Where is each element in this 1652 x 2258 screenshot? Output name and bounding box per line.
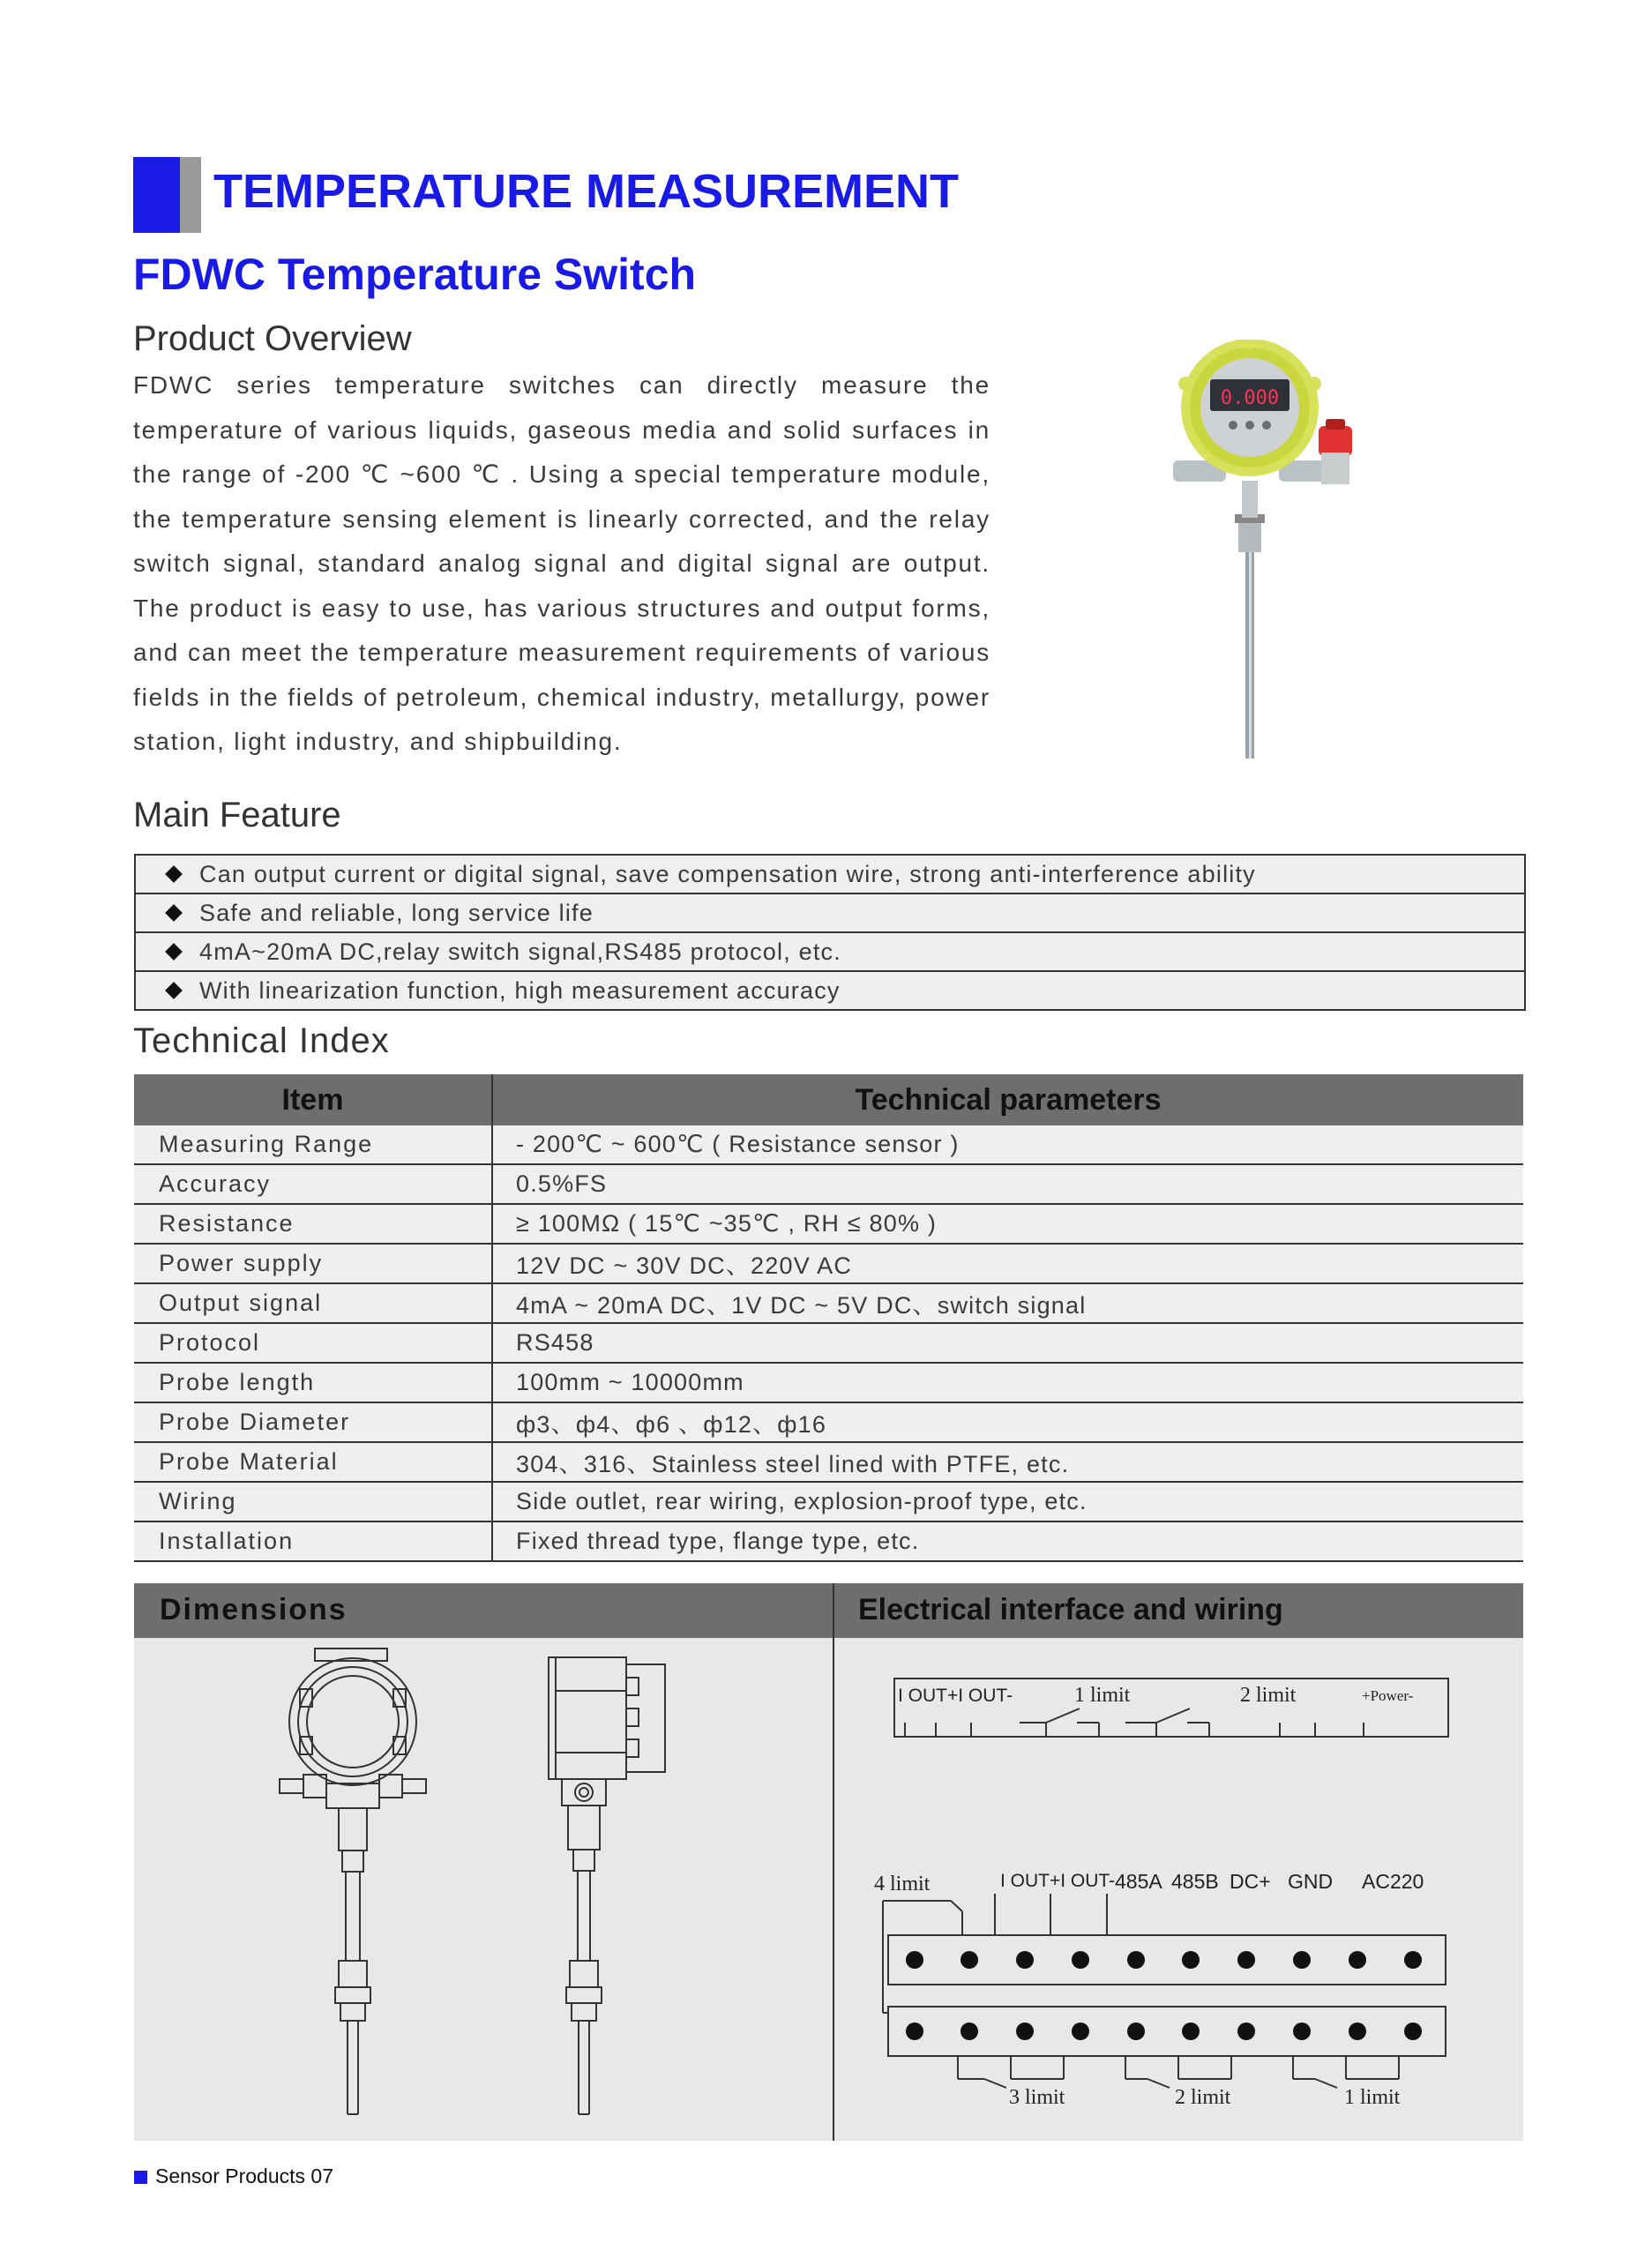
value-cell: 12V DC ~ 30V DC、220V AC (492, 1244, 1523, 1283)
features-heading: Main Feature (133, 796, 341, 834)
table-row (134, 1482, 1523, 1522)
feature-item (136, 856, 1524, 894)
value-cell: 304、316、Stainless steel lined with PTFE, etc. (492, 1442, 1523, 1482)
overview-text: FDWC series temperature switches can directly measure the temperature of various liquids, gaseous media and solid surfaces in the range of -200 ℃ ~600 ℃ . Using a special temperature module, the temperature sensing element is linearly corrected, and the relay switch signal, standard analog signal and digital signal are output. The product is easy to use, has various structures and output forms, and can meet the temperature measurement requirements of various fields in the fields of petroleum, chemical industry, metallurgy, power station, light industry, and shipbuilding. (133, 371, 990, 755)
item-cell: Resistance (134, 1204, 492, 1244)
wiring-title: Electrical interface and wiring (858, 1593, 1283, 1626)
front-view-drawing (280, 1649, 426, 2114)
table-row (134, 1522, 1523, 1561)
wiring-label-limit2-top: 2 limit (1240, 1684, 1297, 1707)
diamond-bullet-icon (165, 865, 183, 883)
header-mark-blue (133, 157, 180, 233)
table-row (134, 1125, 1523, 1164)
table-row (134, 1204, 1523, 1244)
dimensions-title: Dimensions (160, 1593, 348, 1626)
item-cell: Wiring (134, 1482, 492, 1522)
feature-text: Safe and reliable, long service life (199, 899, 594, 926)
wiring-label-limit1-top: 1 limit (1074, 1684, 1131, 1707)
feature-text: Can output current or digital signal, save compensation wire, strong anti-interference ability (199, 860, 1256, 887)
terminal-dots-lower (906, 2022, 1422, 2040)
column-header-item: Item (134, 1074, 492, 1125)
wiring-label-485a: 485A (1115, 1870, 1162, 1893)
side-view-drawing (549, 1657, 665, 2114)
item-cell: Protocol (134, 1323, 492, 1363)
item-cell: Measuring Range (134, 1125, 492, 1164)
wiring-label-ac220: AC220 (1362, 1870, 1424, 1893)
wiring-label-iout-top: I OUT+I OUT- (898, 1686, 1013, 1706)
column-header-params: Technical parameters (492, 1074, 1523, 1125)
wiring-label-gnd: GND (1288, 1870, 1334, 1893)
value-cell: Side outlet, rear wiring, explosion-proof type, etc. (492, 1482, 1523, 1522)
diamond-bullet-icon (165, 904, 183, 922)
item-cell: Output signal (134, 1283, 492, 1323)
header-mark-grey (180, 157, 201, 233)
wiring-label-dc: DC+ (1230, 1870, 1271, 1893)
feature-text: 4mA~20mA DC,relay switch signal,RS485 protocol, etc. (199, 938, 841, 965)
wiring-label-limit1-bottom: 1 limit (1344, 2086, 1401, 2109)
table-row (134, 1244, 1523, 1283)
footer-text: Sensor Products 07 (155, 2165, 334, 2187)
features-list (134, 854, 1526, 1011)
item-cell: Installation (134, 1522, 492, 1561)
value-cell: ф3、ф4、ф6 、ф12、ф16 (492, 1402, 1523, 1442)
table-row (134, 1442, 1523, 1482)
product-image (1147, 340, 1394, 763)
technical-table (134, 1074, 1523, 1562)
wiring-label-limit3-bottom: 3 limit (1009, 2086, 1065, 2109)
product-display-digits: 0.000 (1220, 387, 1280, 409)
terminal-dots-upper (906, 1951, 1422, 1969)
feature-item (136, 894, 1524, 933)
wiring-label-485b: 485B (1171, 1870, 1219, 1893)
feature-item (136, 933, 1524, 972)
feature-item (136, 972, 1524, 1009)
wiring-label-iout: I OUT+I OUT- (1000, 1871, 1116, 1891)
wiring-label-limit2-bottom: 2 limit (1175, 2086, 1231, 2109)
item-cell: Probe Material (134, 1442, 492, 1482)
table-row (134, 1402, 1523, 1442)
value-cell: 100mm ~ 10000mm (492, 1363, 1523, 1402)
wiring-diagram (834, 1638, 1523, 2141)
product-title: FDWC Temperature Switch (133, 250, 697, 299)
wiring-label-power: +Power- (1362, 1687, 1414, 1704)
value-cell: 0.5%FS (492, 1164, 1523, 1204)
diamond-bullet-icon (165, 982, 183, 999)
value-cell: Fixed thread type, flange type, etc. (492, 1522, 1523, 1561)
footer-square-icon (134, 2171, 147, 2184)
wiring-label-limit4: 4 limit (874, 1873, 931, 1895)
diamond-bullet-icon (165, 943, 183, 961)
feature-text: With linearization function, high measurement accuracy (199, 976, 841, 1004)
item-cell: Probe length (134, 1363, 492, 1402)
item-cell: Probe Diameter (134, 1402, 492, 1442)
section-title: TEMPERATURE MEASUREMENT (213, 165, 960, 218)
value-cell: 4mA ~ 20mA DC、1V DC ~ 5V DC、switch signal (492, 1283, 1523, 1323)
table-row (134, 1164, 1523, 1204)
value-cell: - 200℃ ~ 600℃ ( Resistance sensor ) (492, 1125, 1523, 1164)
item-cell: Accuracy (134, 1164, 492, 1204)
value-cell: RS458 (492, 1323, 1523, 1363)
overview-heading: Product Overview (133, 319, 412, 358)
dimensions-drawing (134, 1638, 833, 2141)
item-cell: Power supply (134, 1244, 492, 1283)
value-cell: ≥ 100MΩ ( 15℃ ~35℃ , RH ≤ 80% ) (492, 1204, 1523, 1244)
table-row (134, 1283, 1523, 1323)
table-row (134, 1363, 1523, 1402)
table-row (134, 1323, 1523, 1363)
technical-heading: Technical Index (133, 1021, 390, 1060)
